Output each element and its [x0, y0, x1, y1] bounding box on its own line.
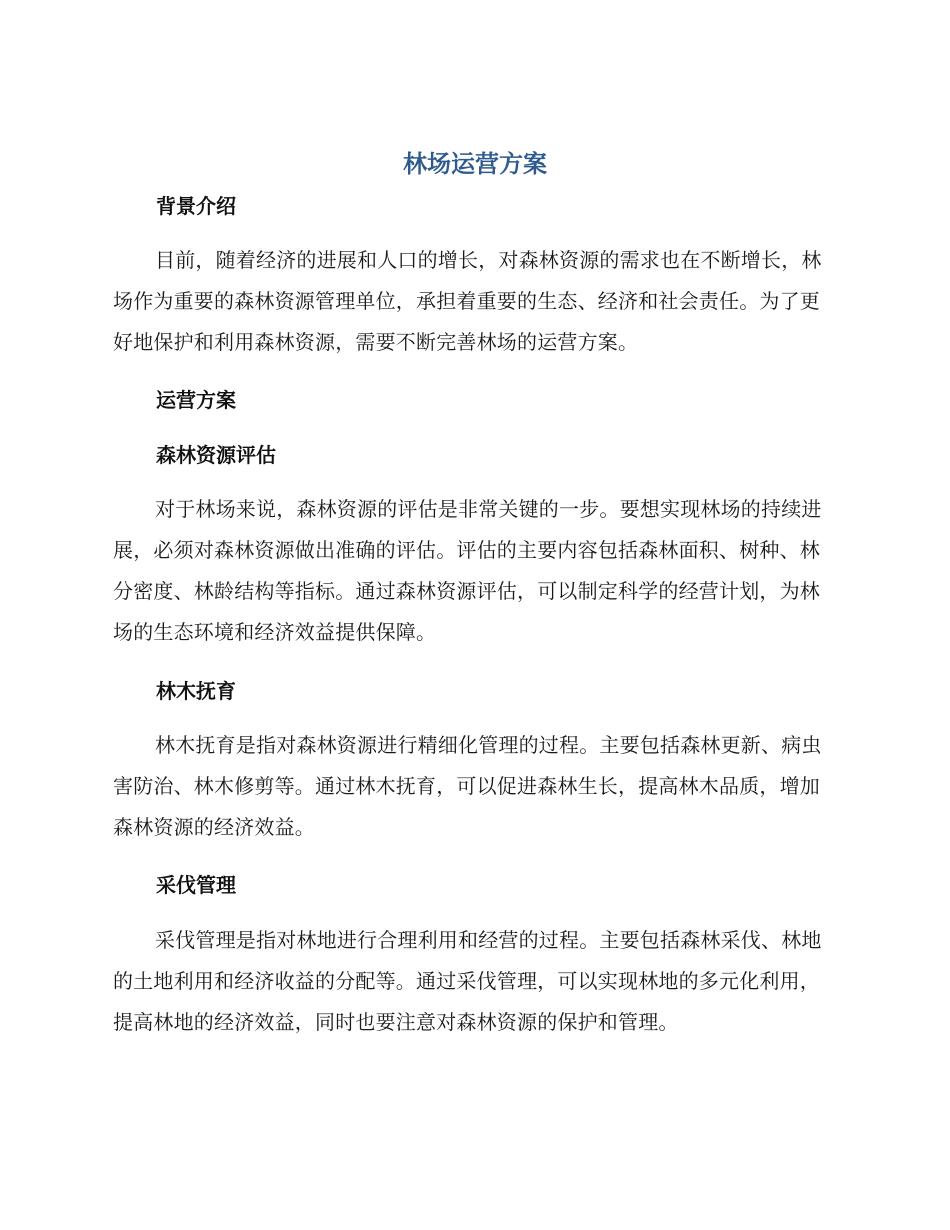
section-body-logging: 采伐管理是指对林地进行合理利用和经营的过程。主要包括森林采伐、林地的土地利用和经济收益的分配等。通过采伐管理，可以实现林地的多元化利用，提高林地的经济效益，同时也要注意对森林资源的保护和管理。 [113, 928, 822, 1034]
section-body-background: 目前，随着经济的进展和人口的增长，对森林资源的需求也在不断增长，林场作为重要的森林资源管理单位，承担着重要的生态、经济和社会责任。为了更好地保护和利用森林资源，需要不断完善林场的运营方案。 [113, 248, 822, 354]
section-heading-tending: 林木抚育 [156, 679, 236, 703]
section-heading-operations-plan: 运营方案 [156, 388, 236, 412]
document-title: 林场运营方案 [403, 150, 547, 178]
section-body-forest-assessment: 对于林场来说，森林资源的评估是非常关键的一步。要想实现林场的持续进展，必须对森林资源做出准确的评估。评估的主要内容包括森林面积、树种、林分密度、林龄结构等指标。通过森林资源评估，可以制定科学的经营计划，为林场的生态环境和经济效益提供保障。 [113, 497, 822, 644]
section-heading-forest-assessment: 森林资源评估 [156, 443, 276, 467]
section-heading-logging: 采伐管理 [156, 873, 236, 897]
section-body-tending: 林木抚育是指对森林资源进行精细化管理的过程。主要包括森林更新、病虫害防治、林木修剪等。通过林木抚育，可以促进森林生长，提高林木品质，增加森林资源的经济效益。 [113, 733, 822, 839]
section-heading-background: 背景介绍 [156, 194, 236, 218]
